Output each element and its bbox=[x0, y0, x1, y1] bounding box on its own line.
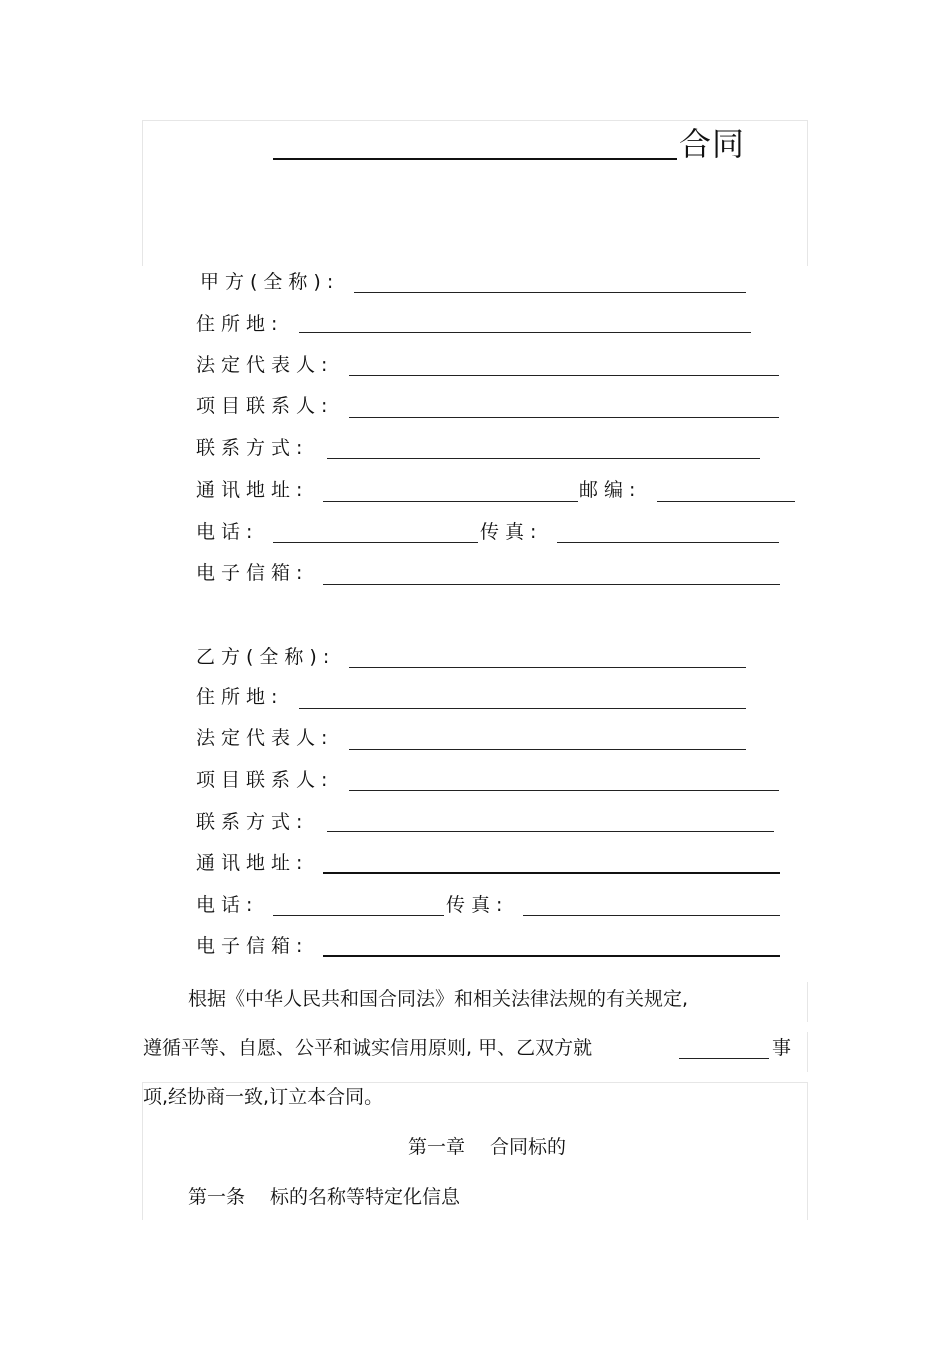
party-b-email-label: 电子信箱: bbox=[196, 935, 309, 957]
party-b-contact-person-label: 项目联系人: bbox=[196, 769, 334, 791]
party-a-address-label: 住所地: bbox=[196, 313, 284, 335]
party-a-postcode-field[interactable] bbox=[657, 501, 795, 502]
party-a-address-row bbox=[196, 310, 756, 340]
party-a-rep-row bbox=[196, 351, 786, 381]
chapter-heading: 第一章 合同标的 bbox=[408, 1136, 567, 1158]
party-a-address-field[interactable] bbox=[299, 332, 751, 333]
party-b-contact-method-label: 联系方式: bbox=[196, 811, 309, 833]
matter-blank-field[interactable] bbox=[679, 1058, 769, 1059]
party-a-contact-person-field[interactable] bbox=[349, 417, 779, 418]
party-a-rep-field[interactable] bbox=[349, 375, 779, 376]
party-b-contact-person-field[interactable] bbox=[349, 790, 779, 791]
party-a-name-field[interactable] bbox=[354, 292, 746, 293]
party-a-phone-field[interactable] bbox=[273, 542, 478, 543]
party-a-mail-address-field[interactable] bbox=[323, 501, 578, 502]
party-a-email-row bbox=[196, 559, 786, 589]
party-b-mail-address-field[interactable] bbox=[323, 872, 780, 874]
party-b-name-field[interactable] bbox=[349, 667, 746, 668]
party-a-mail-address-row bbox=[196, 476, 800, 506]
party-a-name-row bbox=[196, 268, 756, 298]
party-a-fax-field[interactable] bbox=[557, 542, 779, 543]
title-blank-line[interactable] bbox=[273, 158, 677, 160]
party-b-phone-row bbox=[196, 891, 786, 921]
body-line-2: 遵循平等、自愿、公平和诚实信用原则, 甲、乙双方就 bbox=[143, 1037, 593, 1059]
party-b-address-row bbox=[196, 683, 756, 713]
party-b-address-field[interactable] bbox=[299, 708, 746, 709]
party-a-contact-method-label: 联系方式: bbox=[196, 437, 309, 459]
party-a-contact-person-label: 项目联系人: bbox=[196, 395, 334, 417]
article-1-heading: 第一条 标的名称等特定化信息 bbox=[188, 1186, 461, 1208]
body-line-2-end: 事 bbox=[772, 1037, 792, 1059]
party-b-mail-address-row bbox=[196, 849, 786, 879]
party-a-postcode-label: 邮编: bbox=[579, 479, 642, 501]
body-line-3: 项,经协商一致,订立本合同。 bbox=[143, 1086, 384, 1108]
party-a-email-label: 电子信箱: bbox=[196, 562, 309, 584]
party-b-rep-row bbox=[196, 724, 756, 754]
party-a-contact-method-row bbox=[196, 434, 786, 464]
party-b-address-label: 住所地: bbox=[196, 686, 284, 708]
party-b-fax-field[interactable] bbox=[523, 915, 780, 916]
party-a-contact-method-field[interactable] bbox=[327, 458, 760, 459]
party-b-rep-label: 法定代表人: bbox=[196, 727, 334, 749]
party-a-phone-label: 电话: bbox=[196, 521, 259, 543]
party-b-mail-address-label: 通讯地址: bbox=[196, 852, 309, 874]
party-b-contact-method-field[interactable] bbox=[327, 831, 774, 832]
party-b-email-field[interactable] bbox=[323, 955, 780, 957]
party-b-name-label: 乙方(全称): bbox=[196, 646, 336, 668]
party-b-fax-label: 传真: bbox=[446, 894, 509, 916]
para-frame-right-1 bbox=[806, 982, 808, 1022]
party-a-phone-row bbox=[196, 518, 786, 548]
party-a-fax-label: 传真: bbox=[480, 521, 543, 543]
party-a-rep-label: 法定代表人: bbox=[196, 354, 334, 376]
party-b-phone-field[interactable] bbox=[273, 915, 444, 916]
party-b-name-row bbox=[196, 643, 756, 673]
para-frame-right-2 bbox=[806, 1032, 808, 1072]
party-a-contact-person-row bbox=[196, 392, 786, 422]
party-a-email-field[interactable] bbox=[323, 584, 780, 585]
party-b-contact-person-row bbox=[196, 766, 786, 796]
page-title: 合同 bbox=[679, 125, 746, 163]
party-b-rep-field[interactable] bbox=[349, 749, 746, 750]
party-b-contact-method-row bbox=[196, 808, 786, 838]
party-b-phone-label: 电话: bbox=[196, 894, 259, 916]
body-line-1: 根据《中华人民共和国合同法》和相关法律法规的有关规定, bbox=[188, 988, 689, 1010]
party-b-email-row bbox=[196, 932, 786, 962]
party-a-name-label: 甲方(全称): bbox=[200, 271, 340, 293]
party-a-mail-address-label: 通讯地址: bbox=[196, 479, 309, 501]
